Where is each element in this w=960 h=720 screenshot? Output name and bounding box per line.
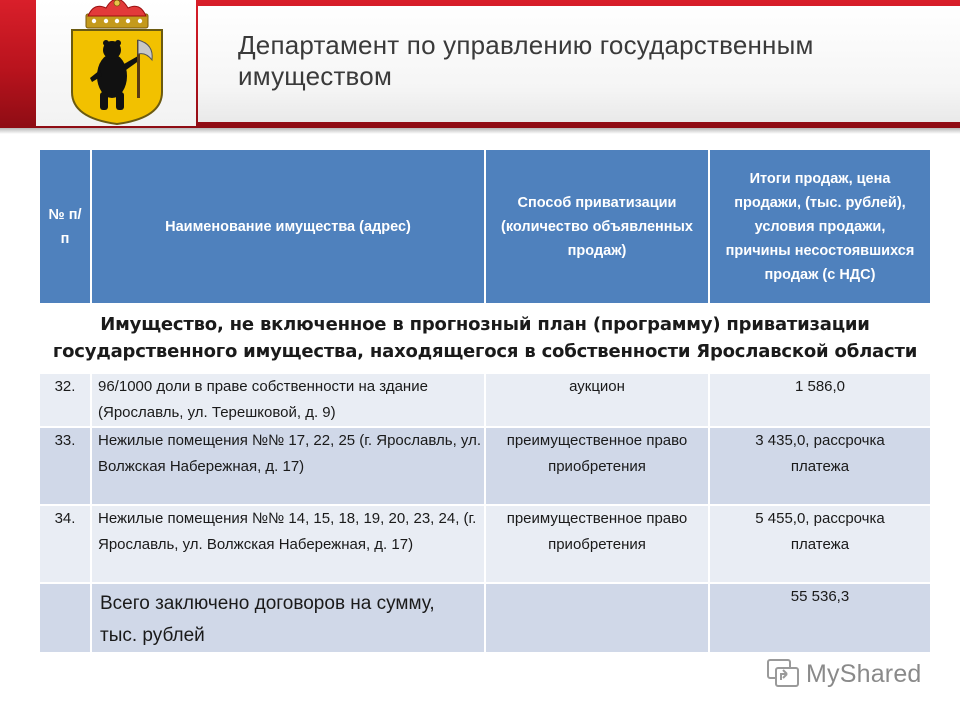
section-heading-row bbox=[39, 303, 931, 373]
row-number: 32. bbox=[39, 373, 91, 427]
section-title: Имущество, не включенное в прогнозный план (программу) приватизации государственного имущества, находящегося в собственности Ярославской области bbox=[39, 303, 931, 373]
table-row bbox=[39, 373, 931, 427]
table-header-row bbox=[39, 150, 931, 303]
sale-result: 1 586,0 bbox=[709, 373, 931, 427]
total-label: Всего заключено договоров на сумму, тыс. рублей bbox=[91, 583, 485, 652]
row-number: 33. bbox=[39, 427, 91, 505]
total-number-cell bbox=[39, 583, 91, 652]
total-method-cell bbox=[485, 583, 709, 652]
sale-result: 5 455,0, рассрочка платежа bbox=[709, 505, 931, 583]
myshared-logo-icon bbox=[766, 658, 800, 690]
sale-result: 3 435,0, рассрочка платежа bbox=[709, 427, 931, 505]
crown-icon bbox=[86, 0, 148, 28]
column-header-method: Способ приватизации (количество объявленных продаж) bbox=[485, 150, 709, 303]
column-header-result: Итоги продаж, цена продажи, (тыс. рублей), условия продажи, причины несостоявшихся продаж (с НДС) bbox=[709, 150, 931, 303]
watermark-text: MyShared bbox=[806, 659, 922, 688]
property-name: 96/1000 доли в праве собственности на здание (Ярославль, ул. Терешковой, д. 9) bbox=[91, 373, 485, 427]
column-header-name: Наименование имущества (адрес) bbox=[91, 150, 485, 303]
coat-of-arms-icon bbox=[64, 0, 170, 126]
privatization-table bbox=[38, 150, 932, 652]
table-row bbox=[39, 427, 931, 505]
row-number: 34. bbox=[39, 505, 91, 583]
total-value: 55 536,3 bbox=[709, 583, 931, 652]
page-title: Департамент по управлению государственным имуществом bbox=[238, 30, 814, 91]
column-header-number: № п/п bbox=[39, 150, 91, 303]
privatization-method: аукцион bbox=[485, 373, 709, 427]
total-row bbox=[39, 583, 931, 652]
banner-shadow bbox=[0, 128, 960, 134]
property-name: Нежилые помещения №№ 14, 15, 18, 19, 20, 23, 24, (г. Ярославль, ул. Волжская Набережная, д. 17) bbox=[91, 505, 485, 583]
table-row bbox=[39, 505, 931, 583]
myshared-watermark bbox=[766, 656, 922, 692]
property-name: Нежилые помещения №№ 17, 22, 25 (г. Ярославль, ул. Волжская Набережная, д. 17) bbox=[91, 427, 485, 505]
privatization-method: преимущественное право приобретения bbox=[485, 505, 709, 583]
privatization-method: преимущественное право приобретения bbox=[485, 427, 709, 505]
